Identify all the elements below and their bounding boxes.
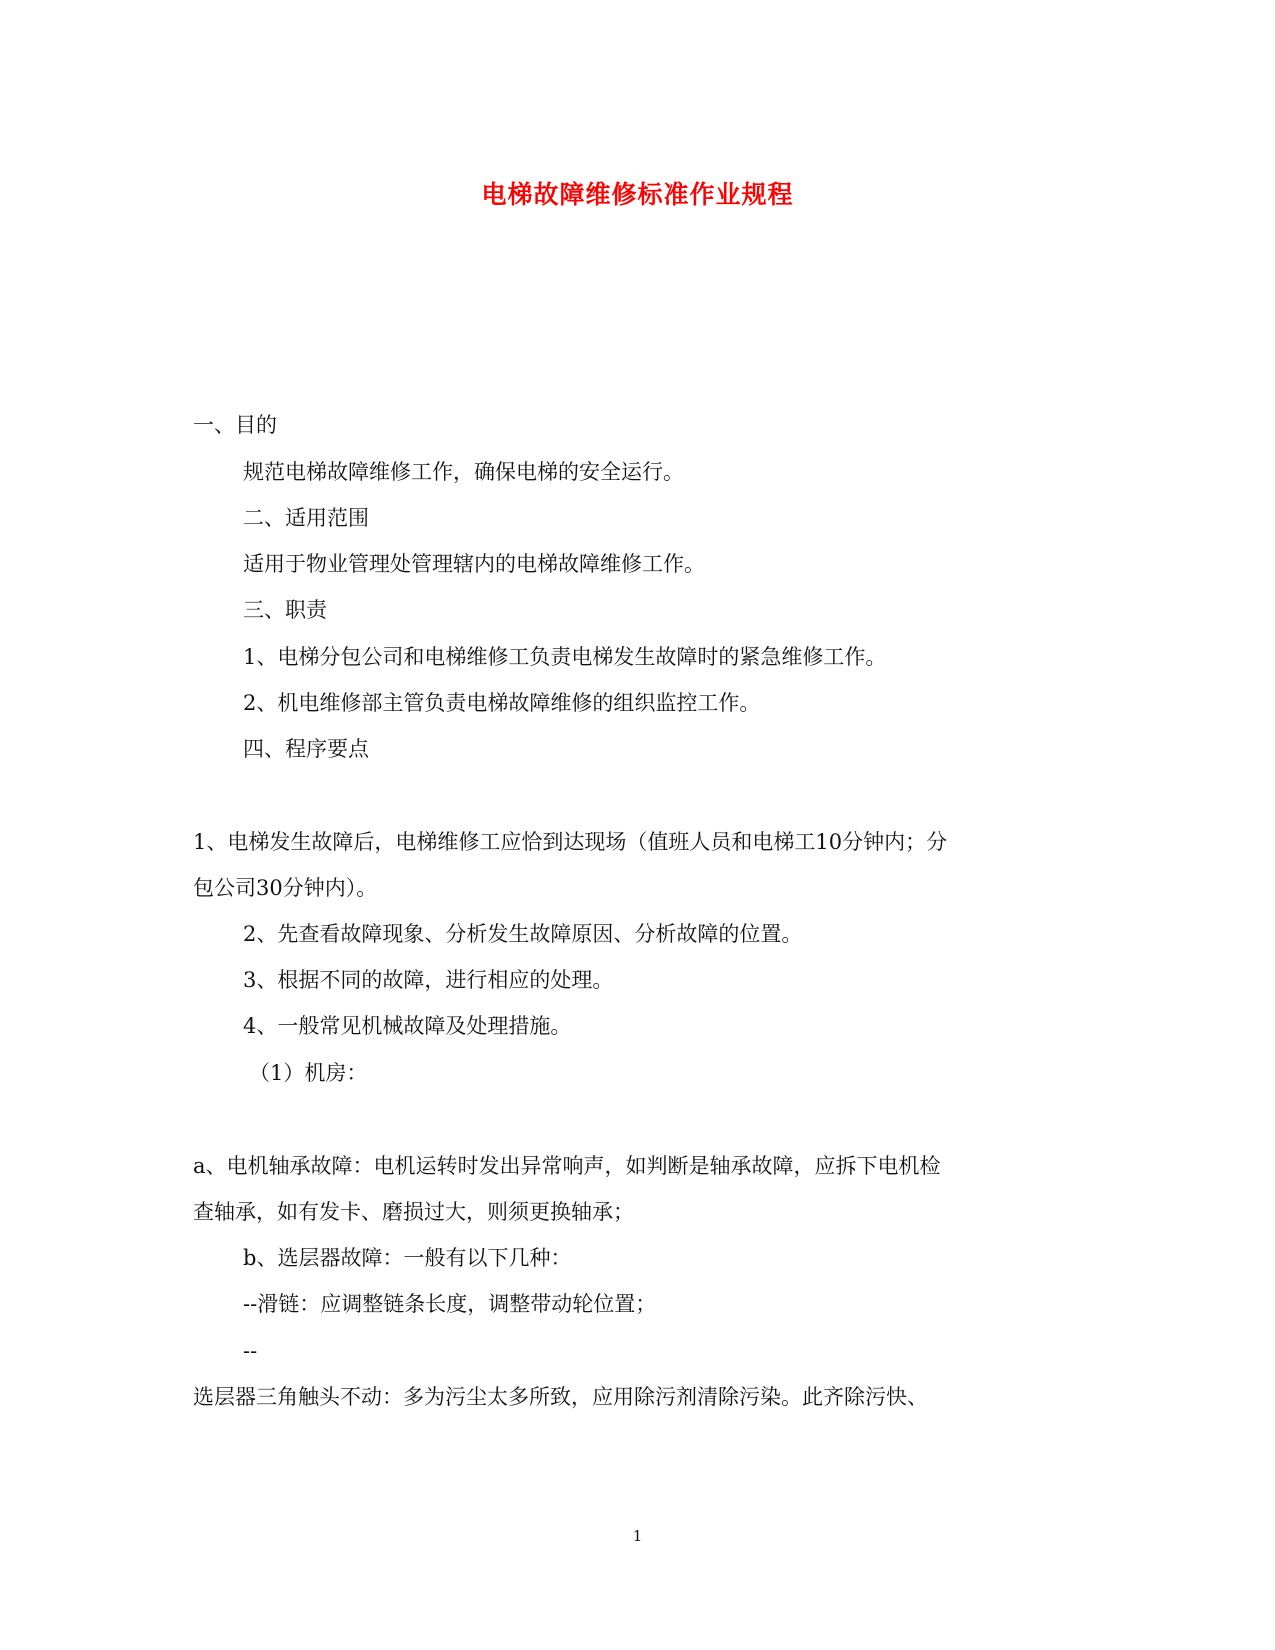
fault-a-line-1: a、电机轴承故障：电机运转时发出异常响声，如判断是轴承故障，应拆下电机检 <box>193 1154 941 1178</box>
section-heading-procedure: 四、程序要点 <box>243 737 369 761</box>
fault-b-item-dash: -- <box>243 1339 258 1363</box>
subsection-machine-room: （1）机房： <box>249 1061 368 1085</box>
fault-a-line-2: 查轴承，如有发卡、磨损过大，则须更换轴承； <box>193 1200 634 1224</box>
page-number: 1 <box>632 1527 643 1545</box>
section-heading-duties: 三、职责 <box>243 598 327 622</box>
section-heading-scope: 二、适用范围 <box>243 506 369 530</box>
fault-b-item-chain: --滑链：应调整链条长度，调整带动轮位置； <box>243 1292 657 1316</box>
procedure-step-2: 2、先查看故障现象、分析发生故障原因、分析故障的位置。 <box>243 922 803 946</box>
procedure-step-3: 3、根据不同的故障，进行相应的处理。 <box>243 968 614 992</box>
fault-b-item-contacts: 选层器三角触头不动：多为污尘太多所致，应用除污剂清除污染。此齐除污快、 <box>193 1385 928 1409</box>
procedure-step-1-line-2: 包公司30分钟内）。 <box>193 876 378 900</box>
list-item-duty-2: 2、机电维修部主管负责电梯故障维修的组织监控工作。 <box>243 691 761 715</box>
section-heading-purpose: 一、目的 <box>193 413 277 437</box>
procedure-step-4: 4、一般常见机械故障及处理措施。 <box>243 1014 572 1038</box>
procedure-step-1-line-1: 1、电梯发生故障后，电梯维修工应恰到达现场（值班人员和电梯工10分钟内；分 <box>193 830 948 854</box>
list-item-duty-1: 1、电梯分包公司和电梯维修工负责电梯发生故障时的紧急维修工作。 <box>243 645 887 669</box>
document-title: 电梯故障维修标准作业规程 <box>481 180 794 209</box>
fault-b: b、选层器故障：一般有以下几种： <box>243 1246 572 1270</box>
paragraph-purpose: 规范电梯故障维修工作，确保电梯的安全运行。 <box>243 460 684 484</box>
paragraph-scope: 适用于物业管理处管理辖内的电梯故障维修工作。 <box>243 552 705 576</box>
